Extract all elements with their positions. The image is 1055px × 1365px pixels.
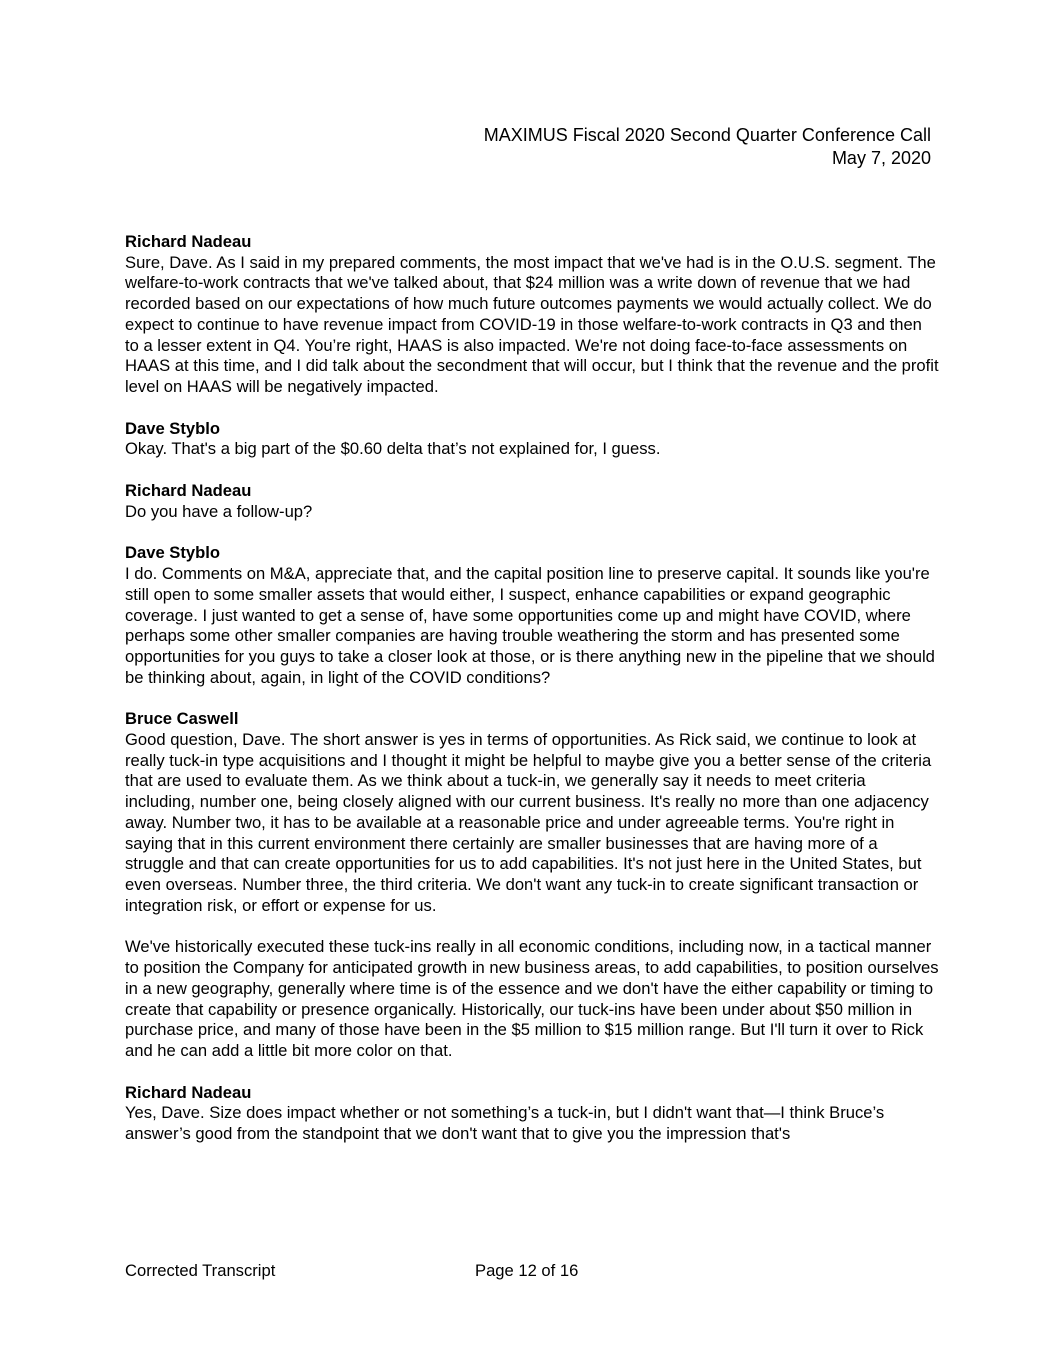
speech-paragraph: Good question, Dave. The short answer is yes in terms of opportunities. As Rick said, we continue to look at really tuck-in type acquisitions and I thought it might be helpful to maybe give you a better sense of the criteria that are used to evaluate them. As we think about a tuck-in, we generally say it needs to meet criteria including, number one, being closely aligned with our current business. It's really no more than one adjacency away. Number two, it has to be available at a reasonable price and under agreeable terms. You're right in saying that in this current environment there certainly are smaller businesses that are having more of a struggle and that can create opportunities for us to add capabilities. It's not just here in the United States, but even overseas. Number three, the third criteria. We don't want any tuck-in to create significant transaction or integration risk, or effort or expense for us. [125, 730, 932, 915]
transcript-body [125, 232, 940, 1166]
speaker-name: Richard Nadeau [125, 481, 252, 501]
speaker-name: Dave Styblo [125, 543, 220, 563]
transcript-block [125, 1083, 940, 1145]
transcript-block [125, 709, 940, 1061]
document-date: May 7, 2020 [831, 148, 931, 168]
page-number: Page 12 of 16 [475, 1261, 579, 1280]
speaker-name: Bruce Caswell [125, 709, 239, 729]
speaker-name: Dave Styblo [125, 418, 220, 438]
transcript-block [125, 419, 940, 460]
speaker-name: Richard Nadeau [125, 1082, 252, 1102]
speech-paragraph: We've historically executed these tuck-ins really in all economic conditions, including now, in a tactical manner to position the Company for anticipated growth in new business areas, to add capabilities, to position ourselves in a new geography, generally where time is of the essence and we don't have the either capability or timing to create that capability or presence organically. Historically, our tuck-ins have been under about $50 million in purchase price, and many of those have been in the $5 million to $15 million range. But I'll turn it over to Rick and he can add a little bit more color on that. [125, 937, 939, 1060]
speech-paragraph: Okay. That's a big part of the $0.60 delta that’s not explained for, I guess. [125, 439, 661, 459]
speaker-name: Richard Nadeau [125, 232, 252, 251]
speech-paragraph: Yes, Dave. Size does impact whether or not something’s a tuck-in, but I didn't want that—I think Bruce’s answer’s good from the standpoint that we don't want that to give you the impression that's [125, 1103, 885, 1144]
page-header [484, 124, 931, 170]
transcript-block [125, 543, 940, 688]
speech-paragraph: I do. Comments on M&A, appreciate that, and the capital position line to preserve capital. It sounds like you're still open to some smaller assets that would either, I suspect, enhance capabilities or expand geographic coverage. I just wanted to get a sense of, have some opportunities come up and might have COVID, where perhaps some other smaller companies are having trouble weathering the storm and has presented some opportunities for you guys to take a closer look at those, or is there anything new in the pipeline that we should be thinking about, again, in light of the COVID conditions? [125, 564, 935, 687]
speech-paragraph: Do you have a follow-up? [125, 501, 313, 521]
transcript-block [125, 481, 940, 522]
transcript-block [125, 232, 940, 398]
footer-label: Corrected Transcript [125, 1261, 276, 1280]
document-title: MAXIMUS Fiscal 2020 Second Quarter Conference Call [483, 125, 931, 145]
speech-paragraph: Sure, Dave. As I said in my prepared comments, the most impact that we've had is in the O.U.S. segment. The welfare-to-work contracts that we've talked about, that $24 million was a write down of revenue that we had recorded based on our expectations of how much future outcomes payments we would actually collect. We do expect to continue to have revenue impact from COVID-19 in those welfare-to-work contracts in Q3 and then to a lesser extent in Q4. You’re right, HAAS is also impacted. We're not doing face-to-face assessments on HAAS at this time, and I did talk about the secondment that will occur, but I think that the revenue and the profit level on HAAS will be negatively impacted. [125, 252, 939, 396]
